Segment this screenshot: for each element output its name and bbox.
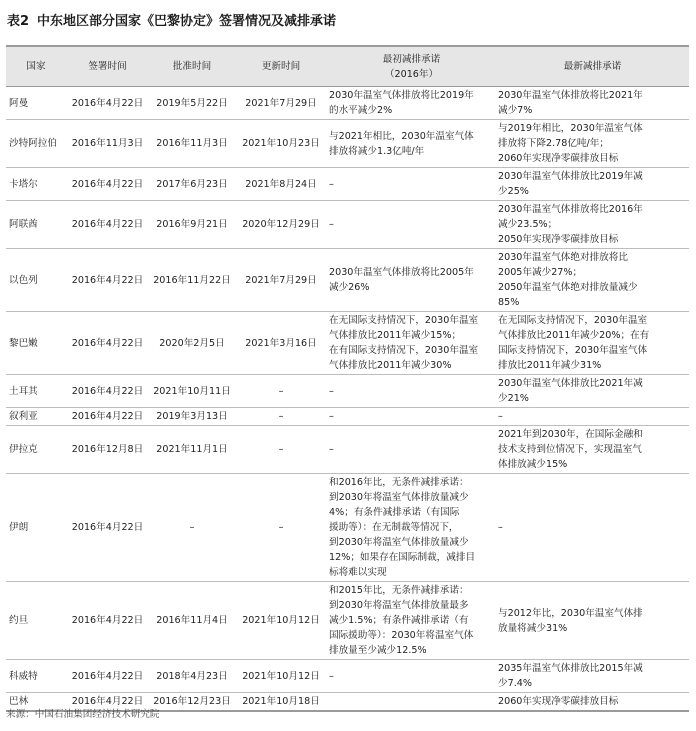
initial-commitment-line: 气体排放比2011年减少15%； <box>329 330 462 341</box>
ratified-date-cell: 2016年9月21日 <box>149 201 235 249</box>
latest-commitment-line: 2030年温室气体排放比2021年减 <box>498 378 643 389</box>
initial-commitment-line: 在有国际支持情况下，2030年温室 <box>329 345 479 356</box>
table-row <box>6 426 689 474</box>
signed-date-cell: 2016年4月22日 <box>66 168 149 201</box>
table-header-row <box>6 46 689 87</box>
updated-date-cell: 2021年8月24日 <box>235 168 327 201</box>
ratified-date-cell: 2019年3月13日 <box>149 408 235 426</box>
initial-commitment-cell <box>327 249 496 312</box>
table-row <box>6 660 689 693</box>
table-caption <box>7 10 336 29</box>
initial-commitment-cell <box>327 168 496 201</box>
initial-commitment-line: 气体排放比2011年减少30% <box>329 360 452 371</box>
header-initial-title: 最初减排承诺 <box>382 53 441 65</box>
table-row <box>6 408 689 426</box>
latest-commitment-line: 2030年温室气体排放将比2016年 <box>498 204 643 215</box>
latest-commitment-cell <box>496 201 689 249</box>
initial-commitment-cell <box>327 120 496 168</box>
country-cell: 黎巴嫩 <box>6 312 66 375</box>
source-note: 来源：中国石油集团经济技术研究院 <box>6 709 160 720</box>
updated-date-cell: 2021年10月18日 <box>235 693 327 712</box>
updated-date-cell: 2021年10月12日 <box>235 582 327 660</box>
country-cell: 阿曼 <box>6 87 66 120</box>
latest-commitment-line: 体排放减少15% <box>498 459 568 470</box>
commitments-table <box>6 45 689 712</box>
country-cell: 叙利亚 <box>6 408 66 426</box>
table-row <box>6 201 689 249</box>
initial-commitment-line: 排放量至少减少12.5% <box>329 645 427 656</box>
initial-commitment-line: 减少1.5%；有条件减排承诺（有 <box>329 615 469 626</box>
latest-commitment-cell <box>496 426 689 474</box>
table-row <box>6 249 689 312</box>
initial-commitment-line: 到2030年将温室气体排放量减少 <box>329 537 469 548</box>
updated-date-cell: 2021年10月12日 <box>235 660 327 693</box>
updated-date-cell: – <box>235 408 327 426</box>
updated-date-cell: – <box>235 426 327 474</box>
country-cell: 科威特 <box>6 660 66 693</box>
latest-commitment-line: 2035年温室气体排放比2015年减 <box>498 663 643 674</box>
latest-commitment-line: 与2019年相比，2030年温室气体 <box>498 123 643 134</box>
latest-commitment-cell <box>496 168 689 201</box>
table-title: 中东地区部分国家《巴黎协定》签署情况及减排承诺 <box>37 14 337 29</box>
signed-date-cell: 2016年4月22日 <box>66 312 149 375</box>
latest-commitment-line: 少25% <box>498 186 529 197</box>
signed-date-cell: 2016年4月22日 <box>66 201 149 249</box>
ratified-date-cell: 2018年4月23日 <box>149 660 235 693</box>
initial-commitment-cell <box>327 426 496 474</box>
initial-commitment-cell <box>327 693 496 712</box>
initial-commitment-line: – <box>329 670 334 682</box>
header-initial <box>327 46 496 87</box>
initial-commitment-line: 与2021年相比，2030年温室气体 <box>329 130 474 142</box>
initial-commitment-line: 到2030年将温室气体排放量最多 <box>329 600 469 611</box>
initial-commitment-cell <box>327 474 496 582</box>
latest-commitment-line: 2050年温室气体绝对排放量减少 <box>498 282 638 293</box>
header-country: 国家 <box>6 46 66 87</box>
ratified-date-cell: – <box>149 474 235 582</box>
initial-commitment-cell <box>327 87 496 120</box>
updated-date-cell: 2021年7月29日 <box>235 249 327 312</box>
ratified-date-cell: 2019年5月22日 <box>149 87 235 120</box>
latest-commitment-line: 2050年实现净零碳排放目标 <box>498 234 619 245</box>
latest-commitment-line: 2021年到2030年，在国际金融和 <box>498 429 643 440</box>
updated-date-cell: – <box>235 375 327 408</box>
updated-date-cell: 2021年3月16日 <box>235 312 327 375</box>
ratified-date-cell: 2016年12月23日 <box>149 693 235 712</box>
latest-commitment-line: 减少7% <box>498 105 533 116</box>
ratified-date-cell: 2016年11月22日 <box>149 249 235 312</box>
latest-commitment-cell <box>496 120 689 168</box>
latest-commitment-line: 2030年温室气体排放比2019年减 <box>498 171 643 182</box>
signed-date-cell: 2016年12月8日 <box>66 426 149 474</box>
initial-commitment-line: 12%；如果存在国际制裁，减排目 <box>329 552 476 563</box>
initial-commitment-line: 援助等）：在无制裁等情况下， <box>329 522 459 533</box>
initial-commitment-line: 到2030年将温室气体排放量减少 <box>329 492 469 503</box>
updated-date-cell: 2021年7月29日 <box>235 87 327 120</box>
initial-commitment-line: 标将难以实现 <box>329 567 387 578</box>
initial-commitment-line: 和2016年比，无条件减排承诺： <box>329 477 469 488</box>
latest-commitment-cell <box>496 375 689 408</box>
country-cell: 巴林 <box>6 693 66 712</box>
initial-commitment-cell <box>327 201 496 249</box>
country-cell: 约旦 <box>6 582 66 660</box>
latest-commitment-line: 少21% <box>498 393 529 404</box>
initial-commitment-line: 减少26% <box>329 282 370 293</box>
country-cell: 卡塔尔 <box>6 168 66 201</box>
ratified-date-cell: 2017年6月23日 <box>149 168 235 201</box>
initial-commitment-line: 2030年温室气体排放将比2005年 <box>329 267 474 278</box>
initial-commitment-line: 国际援助等）：2030年将温室气体 <box>329 630 474 641</box>
ratified-date-cell: 2020年2月5日 <box>149 312 235 375</box>
table-row <box>6 582 689 660</box>
initial-commitment-line: – <box>329 385 334 397</box>
latest-commitment-line: 2005年减少27%； <box>498 267 583 278</box>
latest-commitment-line: 2030年温室气体排放将比2021年 <box>498 90 643 101</box>
initial-commitment-cell <box>327 312 496 375</box>
latest-commitment-cell <box>496 87 689 120</box>
initial-commitment-line: – <box>329 178 334 190</box>
latest-commitment-line: 2060年实现净零碳排放目标 <box>498 153 619 164</box>
table-row <box>6 375 689 408</box>
initial-commitment-cell <box>327 375 496 408</box>
country-cell: 沙特阿拉伯 <box>6 120 66 168</box>
latest-commitment-line: 2030年温室气体绝对排放将比 <box>498 252 628 263</box>
initial-commitment-cell <box>327 660 496 693</box>
initial-commitment-line: 4%；有条件减排承诺（有国际 <box>329 507 460 518</box>
signed-date-cell: 2016年4月22日 <box>66 375 149 408</box>
latest-commitment-line: 少7.4% <box>498 678 532 689</box>
latest-commitment-line: – <box>498 411 503 422</box>
signed-date-cell: 2016年11月3日 <box>66 120 149 168</box>
latest-commitment-line: 气体排放比2011年减少20%；在有 <box>498 330 650 341</box>
latest-commitment-cell <box>496 582 689 660</box>
initial-commitment-line: 在无国际支持情况下，2030年温室 <box>329 315 479 326</box>
latest-commitment-cell <box>496 693 689 712</box>
updated-date-cell: – <box>235 474 327 582</box>
updated-date-cell: 2021年10月23日 <box>235 120 327 168</box>
header-ratified: 批准时间 <box>149 46 235 87</box>
country-cell: 伊朗 <box>6 474 66 582</box>
table-row <box>6 474 689 582</box>
ratified-date-cell: 2016年11月4日 <box>149 582 235 660</box>
latest-commitment-line: 国际支持情况下，2030年温室气体 <box>498 345 648 356</box>
latest-commitment-cell <box>496 660 689 693</box>
header-updated: 更新时间 <box>235 46 327 87</box>
country-cell: 伊拉克 <box>6 426 66 474</box>
table-row <box>6 87 689 120</box>
latest-commitment-cell <box>496 408 689 426</box>
latest-commitment-line: 2060年实现净零碳排放目标 <box>498 696 619 707</box>
signed-date-cell: 2016年4月22日 <box>66 582 149 660</box>
ratified-date-cell: 2021年10月11日 <box>149 375 235 408</box>
initial-commitment-line: 和2015年比，无条件减排承诺： <box>329 585 469 596</box>
latest-commitment-line: 技术支持到位情况下，实现温室气 <box>498 444 642 455</box>
initial-commitment-cell <box>327 582 496 660</box>
country-cell: 土耳其 <box>6 375 66 408</box>
signed-date-cell: 2016年4月22日 <box>66 693 149 712</box>
table-row <box>6 312 689 375</box>
latest-commitment-cell <box>496 312 689 375</box>
country-cell: 以色列 <box>6 249 66 312</box>
signed-date-cell: 2016年4月22日 <box>66 249 149 312</box>
signed-date-cell: 2016年4月22日 <box>66 474 149 582</box>
signed-date-cell: 2016年4月22日 <box>66 660 149 693</box>
latest-commitment-line: 减少23.5%； <box>498 219 558 230</box>
country-cell: 阿联酋 <box>6 201 66 249</box>
signed-date-cell: 2016年4月22日 <box>66 408 149 426</box>
latest-commitment-line: 与2012年比，2030年温室气体排 <box>498 607 643 619</box>
ratified-date-cell: 2016年11月3日 <box>149 120 235 168</box>
initial-commitment-line: – <box>329 219 334 230</box>
latest-commitment-line: – <box>498 522 503 533</box>
latest-commitment-cell <box>496 474 689 582</box>
initial-commitment-line: – <box>329 411 334 422</box>
initial-commitment-line: – <box>329 444 334 455</box>
updated-date-cell: 2020年12月29日 <box>235 201 327 249</box>
initial-commitment-cell <box>327 408 496 426</box>
initial-commitment-line: 2030年温室气体排放将比2019年 <box>329 90 474 101</box>
initial-commitment-line: 的水平减少2% <box>329 105 393 116</box>
latest-commitment-line: 排放比2011年减少31% <box>498 360 602 371</box>
latest-commitment-line: 排放将下降2.78亿吨/年； <box>498 138 609 149</box>
latest-commitment-cell <box>496 249 689 312</box>
table-number: 表2 <box>7 14 30 29</box>
table-row <box>6 168 689 201</box>
header-signed: 签署时间 <box>66 46 149 87</box>
table-body <box>6 87 689 712</box>
latest-commitment-line: 放量将减少31% <box>498 622 568 634</box>
header-initial-year: （2016年） <box>384 68 439 80</box>
signed-date-cell: 2016年4月22日 <box>66 87 149 120</box>
initial-commitment-line: 排放将减少1.3亿吨/年 <box>329 145 425 157</box>
header-latest: 最新减排承诺 <box>496 46 689 87</box>
ratified-date-cell: 2021年11月1日 <box>149 426 235 474</box>
latest-commitment-line: 在无国际支持情况下，2030年温室 <box>498 315 648 326</box>
latest-commitment-line: 85% <box>498 297 520 308</box>
table-row <box>6 120 689 168</box>
